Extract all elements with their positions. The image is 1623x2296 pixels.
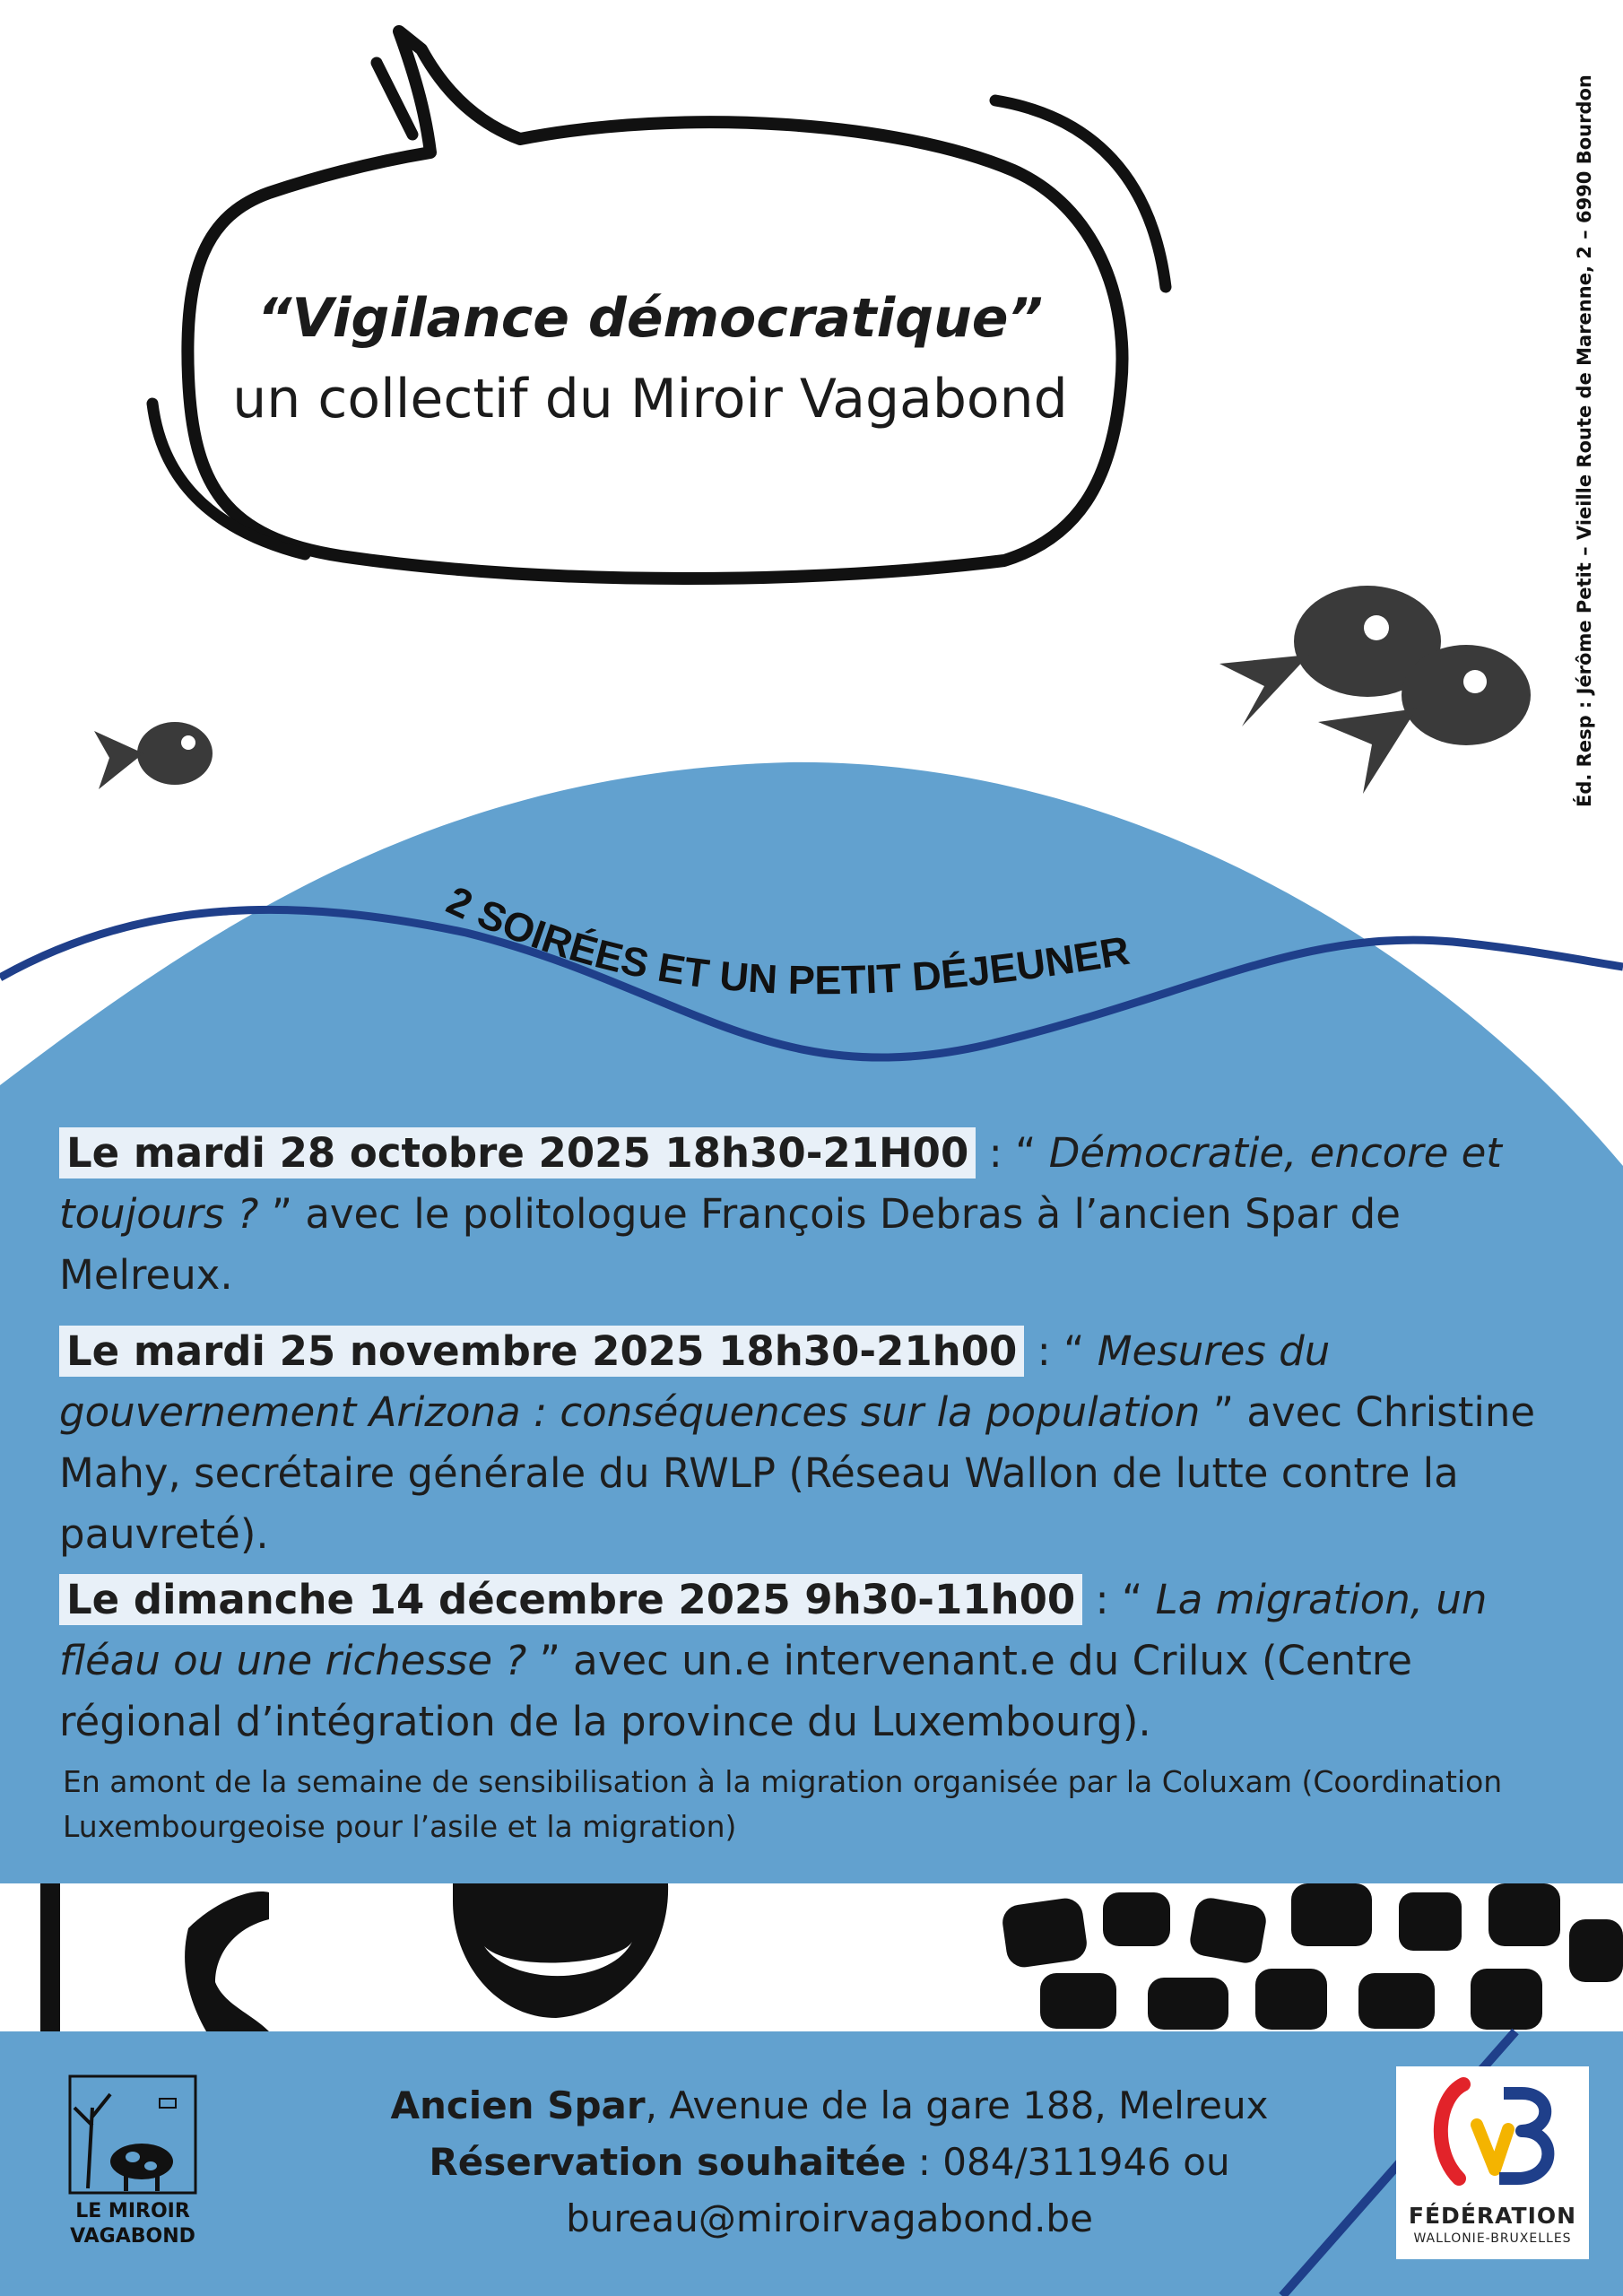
poster-title: “Vigilance démocratique” — [256, 287, 1044, 350]
fwb-name-line2: WALLONIE-BRUXELLES — [1413, 2231, 1572, 2246]
event-2-sep: : “ — [1024, 1327, 1098, 1375]
venue-name: Ancien Spar — [390, 2083, 646, 2127]
reservation-line — [296, 2134, 1363, 2190]
fwb-name-line1: FÉDÉRATION — [1408, 2203, 1577, 2229]
event-2-quote: Mesures du gouvernement Arizona : conséquences sur la population — [59, 1327, 1331, 1436]
footer-info — [296, 2077, 1363, 2247]
fwb-emblem-icon — [1396, 2066, 1589, 2201]
contact-email[interactable]: bureau@miroirvagabond.be — [566, 2196, 1093, 2240]
event-3-note: En amont de la semaine de sensibilisation à la migration organisée par la Coluxam (Coordination Luxembourgeoise pour l’asile et la migration) — [63, 1764, 1503, 1844]
reservation-phone: : 084/311946 ou — [906, 2140, 1230, 2184]
poster-subtitle: un collectif du Miroir Vagabond — [232, 368, 1068, 430]
event-3-quote: La migration, un fléau ou une richesse ? — [59, 1576, 1488, 1684]
event-3 — [59, 1570, 1575, 1752]
fish-small-icon — [94, 722, 213, 789]
miroir-vagabond-name — [61, 2199, 204, 2249]
bubble-text — [179, 278, 1121, 439]
venue-address: , Avenue de la gare 188, Melreux — [645, 2083, 1269, 2127]
tree-cow-icon — [61, 2072, 204, 2197]
banner-text: 2 SOIRÉES ET UN PETIT DÉJEUNER — [439, 876, 1133, 1004]
event-1-rest: ” avec le politologue François Debras à l’ancien Spar de Melreux. — [59, 1190, 1401, 1299]
venue-line — [296, 2077, 1363, 2134]
reservation-label: Réservation souhaitée — [429, 2140, 907, 2184]
editor-note — [1574, 72, 1623, 807]
event-2 — [59, 1321, 1575, 1565]
miroir-vagabond-logo — [61, 2072, 204, 2251]
event-1-quote: Démocratie, encore et toujours ? — [59, 1129, 1502, 1238]
event-2-rest: ” avec Christine Mahy, secrétaire générale du RWLP (Réseau Wallon de lutte contre la pauvreté). — [59, 1388, 1536, 1558]
event-1-date: Le mardi 28 octobre 2025 18h30-21H00 — [59, 1127, 976, 1178]
logo-left-line1: LE MIROIR — [75, 2200, 190, 2222]
event-2-date: Le mardi 25 novembre 2025 18h30-21h00 — [59, 1326, 1024, 1377]
logo-left-line2: VAGABOND — [70, 2225, 195, 2248]
event-1 — [59, 1123, 1575, 1306]
event-3-rest: ” avec un.e intervenant.e du Crilux (Centre régional d’intégration de la province du Luxembourg). — [59, 1637, 1412, 1745]
event-3-date: Le dimanche 14 décembre 2025 9h30-11h00 — [59, 1574, 1082, 1625]
editor-note-text: Éd. Resp : Jérôme Petit – Vieille Route de Marenne, 2 – 6990 Bourdon — [1574, 74, 1595, 807]
event-1-sep: : “ — [976, 1129, 1049, 1177]
federation-wallonie-bruxelles-logo — [1396, 2066, 1589, 2259]
event-3-sep: : “ — [1082, 1576, 1156, 1623]
